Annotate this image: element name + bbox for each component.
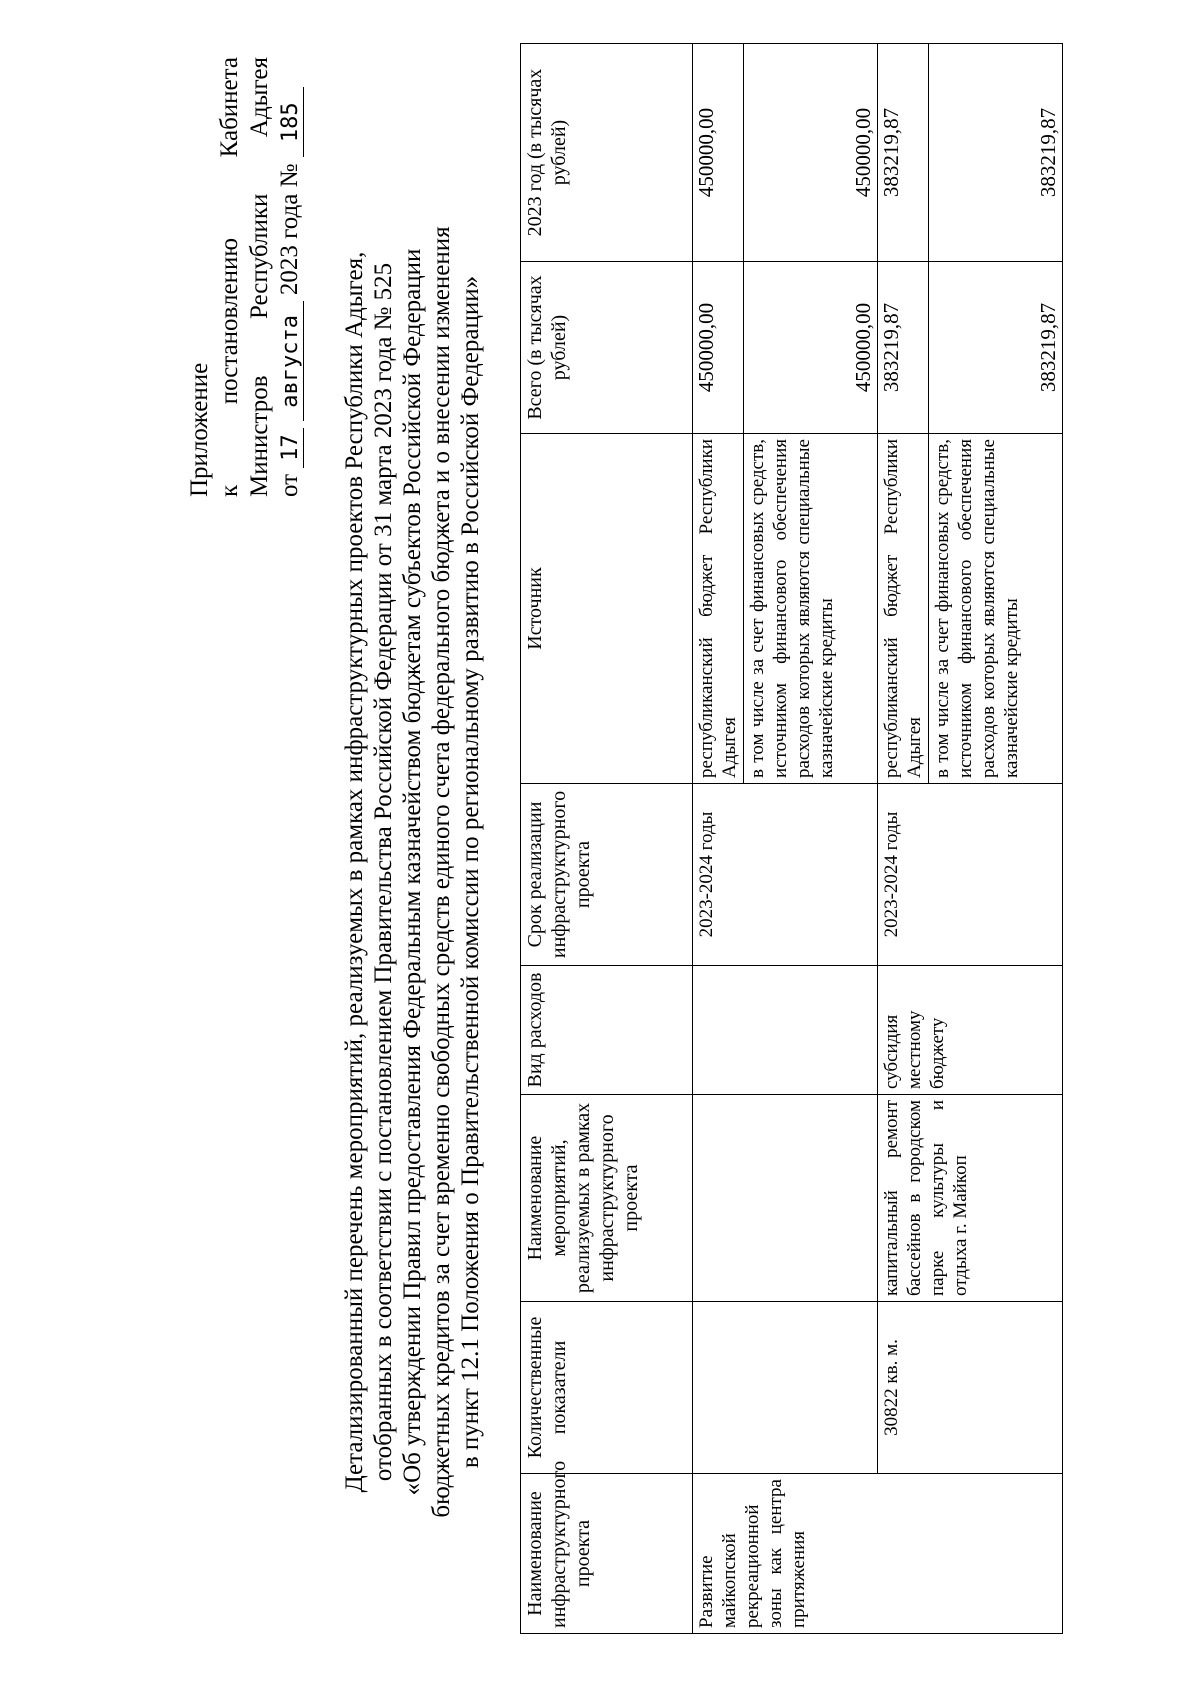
appendix-word: Республики <box>246 193 273 320</box>
total-sub-cell: 383219,87 <box>929 262 1063 434</box>
activities-table <box>520 43 1063 1634</box>
header-indicators: Количественные показатели <box>521 1302 693 1474</box>
source-main-cell: республиканский бюджет Республики Адыгея <box>693 434 744 784</box>
appendix-document-number: 185 <box>279 87 304 157</box>
activities-cell: капитальный ремонт бассейнов в городском парке культуры и отдыха г. Майкоп <box>878 1095 1063 1302</box>
appendix-date-year: 2023 года № <box>276 163 303 296</box>
header-term: Срок реализации инфраструктурного проекта <box>521 784 693 966</box>
expense-type-cell <box>693 966 878 1095</box>
header-source: Источник <box>521 434 693 784</box>
appendix-word: постановлению <box>216 237 243 405</box>
year-sub-cell: 383219,87 <box>929 44 1063 262</box>
year-sub-cell: 450000,00 <box>744 44 878 262</box>
header-expense-type: Вид расходов <box>521 966 693 1095</box>
year-main-cell: 383219,87 <box>878 44 929 262</box>
header-activities: Наименование мероприятий, реализуемых в рамках инфраструктурного проекта <box>521 1095 693 1302</box>
appendix-word: к <box>216 484 243 497</box>
appendix-date-prefix: от <box>276 473 303 497</box>
source-sub-cell: в том числе за счет финансовых средств, источником финансового обеспечения расходов которых являются специальные казначейские кредиты <box>744 434 878 784</box>
document-title <box>340 137 485 1607</box>
table-row <box>693 44 744 1634</box>
total-sub-cell: 450000,00 <box>744 262 878 434</box>
appendix-header <box>185 57 305 497</box>
indicators-cell: 30822 кв. м. <box>878 1302 1063 1474</box>
total-main-cell: 450000,00 <box>693 262 744 434</box>
appendix-date-day: 17 <box>279 428 304 468</box>
appendix-word: Министров <box>246 375 273 497</box>
table-row <box>878 44 929 1634</box>
expense-type-cell: субсидия местному бюджету <box>878 966 1063 1095</box>
header-year-2023: 2023 год (в тысячах рублей) <box>521 44 693 262</box>
source-sub-cell: в том числе за счет финансовых средств, источником финансового обеспечения расходов которых являются специальные казначейские кредиты <box>929 434 1063 784</box>
source-main-cell: республиканский бюджет Республики Адыгея <box>878 434 929 784</box>
appendix-line-2 <box>215 57 245 497</box>
appendix-line-3 <box>245 57 275 497</box>
appendix-line-1 <box>185 57 215 497</box>
appendix-title: Приложение <box>186 362 213 497</box>
title-line: отобранных в соответствии с постановлением Правительства Российской Федерации от 31 марта 2023 года № 525 <box>370 262 397 1482</box>
term-cell: 2023-2024 годы <box>878 784 1063 966</box>
header-project-name: Наименование инфраструктурного проекта <box>521 1474 693 1634</box>
year-main-cell: 450000,00 <box>693 44 744 262</box>
title-line: «Об утверждении Правил предоставления Федеральным казначейством бюджетам субъектов Российской Федерации <box>399 248 426 1496</box>
term-cell: 2023-2024 годы <box>693 784 878 966</box>
appendix-line-4 <box>275 57 305 497</box>
appendix-word: Кабинета <box>216 57 243 158</box>
appendix-word: Адыгея <box>246 57 273 138</box>
header-total: Всего (в тысячах рублей) <box>521 262 693 434</box>
title-line: бюджетных кредитов за счет временно свободных средств единого счета федерального бюджета и о внесении изменения <box>428 226 455 1518</box>
appendix-date-month: августа <box>279 301 304 421</box>
project-name-cell: Развитие майкопской рекреационной зоны как центра притяжения <box>693 1474 1063 1634</box>
title-line: Детализированный перечень мероприятий, реализуемых в рамках инфраструктурных проектов Республики Адыгея, <box>341 251 368 1493</box>
title-line: в пункт 12.1 Положения о Правительственной комиссии по региональному развитию в Российской Федерации» <box>457 275 484 1469</box>
total-main-cell: 383219,87 <box>878 262 929 434</box>
indicators-cell <box>693 1302 878 1474</box>
table-header-row <box>521 44 693 1634</box>
activities-cell <box>693 1095 878 1302</box>
